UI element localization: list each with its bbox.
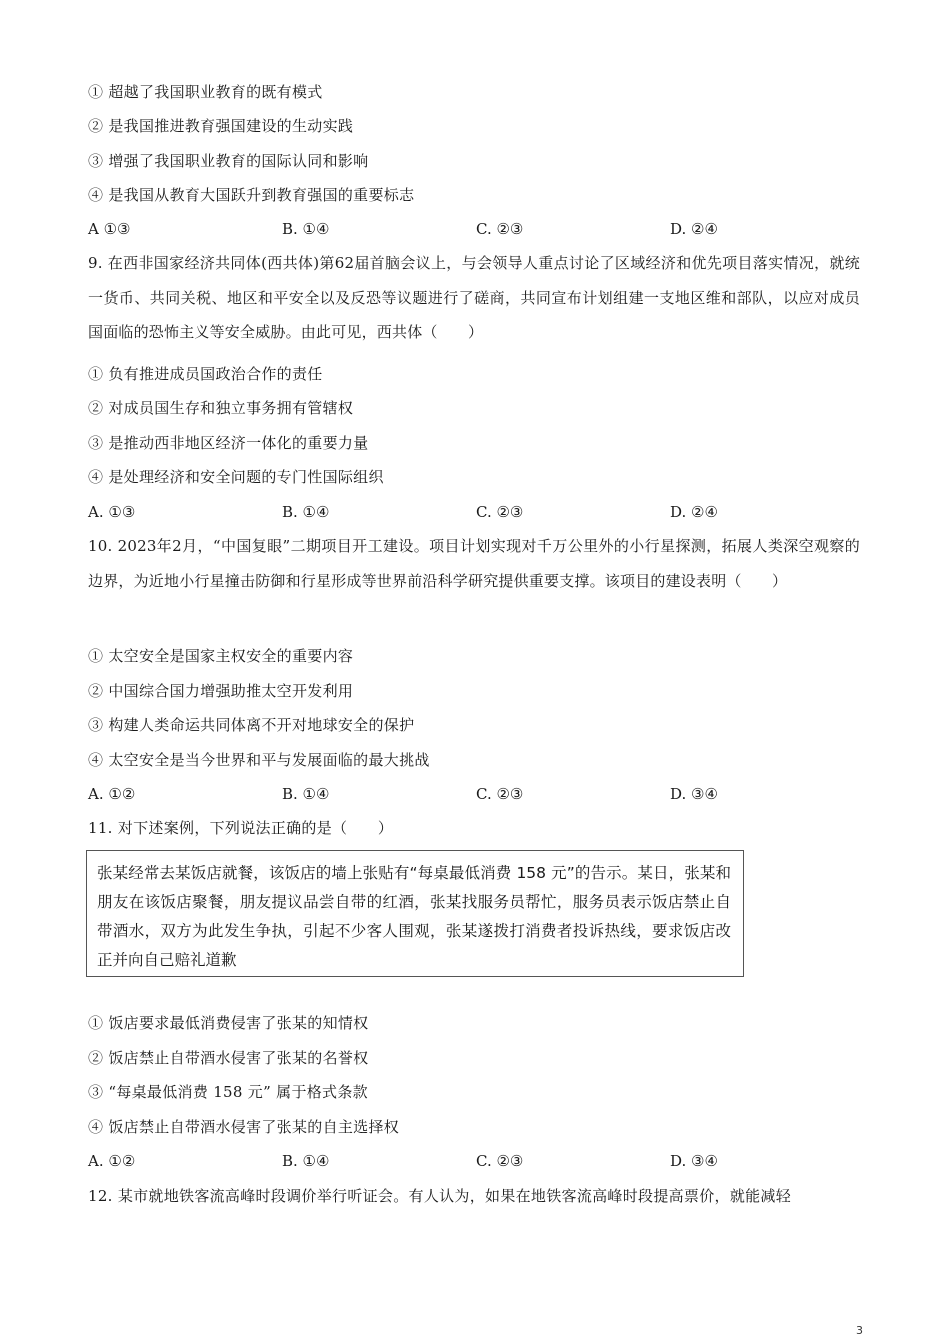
q11-stem: 11. 对下述案例，下列说法正确的是（ ）: [88, 819, 394, 837]
q8-choice-b[interactable]: B. ①④: [282, 220, 330, 238]
q8-choice-a[interactable]: A ①③: [88, 220, 131, 238]
q9-choice-d[interactable]: D. ②④: [670, 503, 718, 521]
q10-option-2: ② 中国综合国力增强助推太空开发利用: [88, 682, 354, 700]
q8-option-4: ④ 是我国从教育大国跃升到教育强国的重要标志: [88, 186, 415, 204]
q8-choice-c[interactable]: C. ②③: [476, 220, 524, 238]
q9-stem: 9. 在西非国家经济共同体(西共体)第62届首脑会议上，与会领导人重点讨论了区域经济和优先项目落实情况，就统一货币、共同关税、地区和平安全以及反恐等议题进行了磋商，共同宣布计划组建一支地区维和部队，以应对成员国面临的恐怖主义等安全威胁。由此可见，西共体（ ）: [88, 254, 860, 341]
q11-option-2: ② 饭店禁止自带酒水侵害了张某的名誉权: [88, 1049, 369, 1067]
q12-stem: 12. 某市就地铁客流高峰时段调价举行听证会。有人认为，如果在地铁客流高峰时段提高票价，就能减轻: [88, 1187, 792, 1205]
q11-option-3: ③ “每桌最低消费 158 元” 属于格式条款: [88, 1083, 368, 1101]
q11-choice-c[interactable]: C. ②③: [476, 1152, 524, 1170]
q10-choice-d[interactable]: D. ③④: [670, 785, 718, 803]
q8-option-3: ③ 增强了我国职业教育的国际认同和影响: [88, 152, 369, 170]
q11-option-4: ④ 饭店禁止自带酒水侵害了张某的自主选择权: [88, 1118, 400, 1136]
q8-option-2: ② 是我国推进教育强国建设的生动实践: [88, 117, 354, 135]
q11-choices: [88, 1151, 848, 1171]
page-number: 3: [856, 1324, 863, 1337]
q11-choice-a[interactable]: A. ①②: [88, 1152, 136, 1170]
q11-choice-d[interactable]: D. ③④: [670, 1152, 718, 1170]
q10-choice-a[interactable]: A. ①②: [88, 785, 136, 803]
q8-choice-d[interactable]: D. ②④: [670, 220, 718, 238]
q9-choice-a[interactable]: A. ①③: [88, 503, 136, 521]
q11-option-1: ① 饭店要求最低消费侵害了张某的知情权: [88, 1014, 369, 1032]
q10-choice-c[interactable]: C. ②③: [476, 785, 524, 803]
q10-choices: [88, 784, 848, 804]
q10-stem: 10. 2023年2月，“中国复眼”二期项目开工建设。项目计划实现对千万公里外的小行星探测，拓展人类深空观察的边界，为近地小行星撞击防御和行星形成等世界前沿科学研究提供重要支撑。该项目的建设表明（ ）: [88, 537, 860, 590]
q9-option-1: ① 负有推进成员国政治合作的责任: [88, 365, 323, 383]
q9-choice-b[interactable]: B. ①④: [282, 503, 330, 521]
q9-choice-c[interactable]: C. ②③: [476, 503, 524, 521]
q9-option-3: ③ 是推动西非地区经济一体化的重要力量: [88, 434, 369, 452]
q9-choices: [88, 502, 848, 522]
q9-option-2: ② 对成员国生存和独立事务拥有管辖权: [88, 399, 354, 417]
case-text-box: 张某经常去某饭店就餐，该饭店的墙上张贴有“每桌最低消费 158 元”的告示。某日，张某和朋友在该饭店聚餐，朋友提议品尝自带的红酒，张某找服务员帮忙，服务员表示饭店禁止自带酒水，双方为此发生争执，引起不少客人围观，张某遂拨打消费者投诉热线，要求饭店改正并向自己赔礼道歉: [86, 850, 744, 977]
q8-choices: [88, 219, 848, 239]
q11-choice-b[interactable]: B. ①④: [282, 1152, 330, 1170]
q10-choice-b[interactable]: B. ①④: [282, 785, 330, 803]
q10-option-1: ① 太空安全是国家主权安全的重要内容: [88, 647, 354, 665]
q9-option-4: ④ 是处理经济和安全问题的专门性国际组织: [88, 468, 384, 486]
q8-option-1: ① 超越了我国职业教育的既有模式: [88, 83, 323, 101]
q10-option-4: ④ 太空安全是当今世界和平与发展面临的最大挑战: [88, 751, 430, 769]
q10-option-3: ③ 构建人类命运共同体离不开对地球安全的保护: [88, 716, 415, 734]
